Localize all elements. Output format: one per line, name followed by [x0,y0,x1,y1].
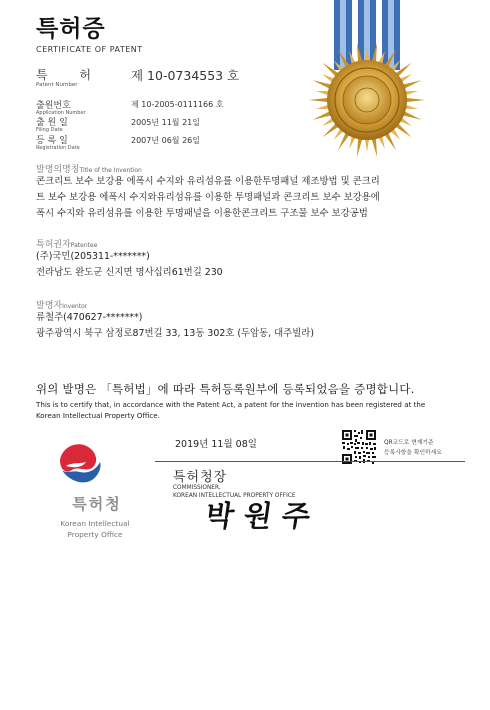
kipo-name-en [40,518,150,540]
invention-title-line: 콘크리트 보수 보강용 에폭시 수지와 유리섬유를 이용한투명패널 제조방법 및 콘크리 [36,176,380,187]
divider [155,461,465,462]
commissioner-en-line: KOREAN INTELLECTUAL PROPERTY OFFICE [173,493,296,499]
patentee-name: (주)국민(205311-*******) [36,251,150,262]
application-number-label: 출원번호 [36,101,71,111]
certificate-title: 특허증 [36,16,106,42]
application-number-sub: Application Number [36,110,86,116]
patentee-label-en: Patentee [70,242,98,249]
qr-code-icon[interactable] [341,429,377,465]
filing-date-label: 출 원 일 [36,118,68,128]
kipo-en-line: Korean Intellectual [60,519,130,528]
registration-date-value: 2007년 06월 26일 [131,136,200,145]
invention-title [36,174,466,222]
certification-statement-ko: 위의 발명은 「특허법」에 따라 특허등록원부에 등록되었음을 증명합니다. [36,382,415,396]
seal-ray [405,98,425,103]
gold-seal-icon [300,0,450,160]
patent-number-label: 특 허 [36,68,105,82]
commissioner-title-ko: 특허청장 [173,470,228,485]
registration-date-label: 등 록 일 [36,136,68,146]
filing-date-sub: Filing Date [36,127,63,133]
filing-date-value: 2005년 11월 21일 [131,118,200,127]
application-number-value: 제 10-2005-0111166 호 [131,100,224,109]
invention-title-line: 폭시 수지와 유리섬유를 이용한 투명패널을 이용한콘크리트 구조물 보수 보강공법 [36,208,368,219]
inventor-address: 광주광역시 북구 삼정로87번길 33, 13동 302호 (두암동, 대주빌라) [36,328,315,339]
kipo-name-ko: 특허청 [72,495,122,513]
seal-ray [309,98,329,103]
inventor-label-en: Inventor [62,303,88,310]
registration-date-sub: Registration Date [36,145,80,151]
patentee-info [36,249,466,281]
seal-ray [365,138,370,152]
patent-number-value: 제 10-0734553 호 [131,68,240,83]
inventor-label-ko: 발명자 [36,301,63,311]
kipo-logo-icon [56,440,104,490]
inventor-info [36,310,466,342]
certificate-subtitle: CERTIFICATE OF PATENT [36,45,143,54]
qr-code-note [384,438,442,458]
certification-statement-en [36,399,425,421]
patent-number-sub: Patent Number [36,82,78,88]
issue-date: 2019년 11월 08일 [175,439,257,450]
commissioner-signature: 박 원 주 [203,499,313,533]
seal-ray [371,137,377,157]
patentee-address: 전라남도 완도군 신지면 명사십리61번길 230 [36,267,223,278]
commissioner-en-line: COMMISSIONER, [173,485,221,491]
invention-title-line: 트 보수 보강용 에폭시 수지와유리섬유를 이용한 투명패널과 콘크리트 보수 보강용에 [36,192,380,203]
kipo-en-line: Property Office [67,530,123,539]
certification-en-line: This is to certify that, in accordance with the Patent Act, a patent for the invention has been registered at the [36,400,426,409]
seal-ray [357,137,363,157]
invention-label-en: Title of the Invention [79,167,142,174]
certification-en-line: Korean Intellectual Property Office. [36,411,160,420]
inventor-name: 류철주(470627-*******) [36,312,143,323]
invention-label-ko: 발명의명칭 [36,165,80,175]
qr-note-line: 등록사항을 확인하세요 [384,450,442,456]
patentee-label-ko: 특허권자 [36,240,71,250]
qr-note-line: QR코드로 현재기준 [384,440,434,446]
